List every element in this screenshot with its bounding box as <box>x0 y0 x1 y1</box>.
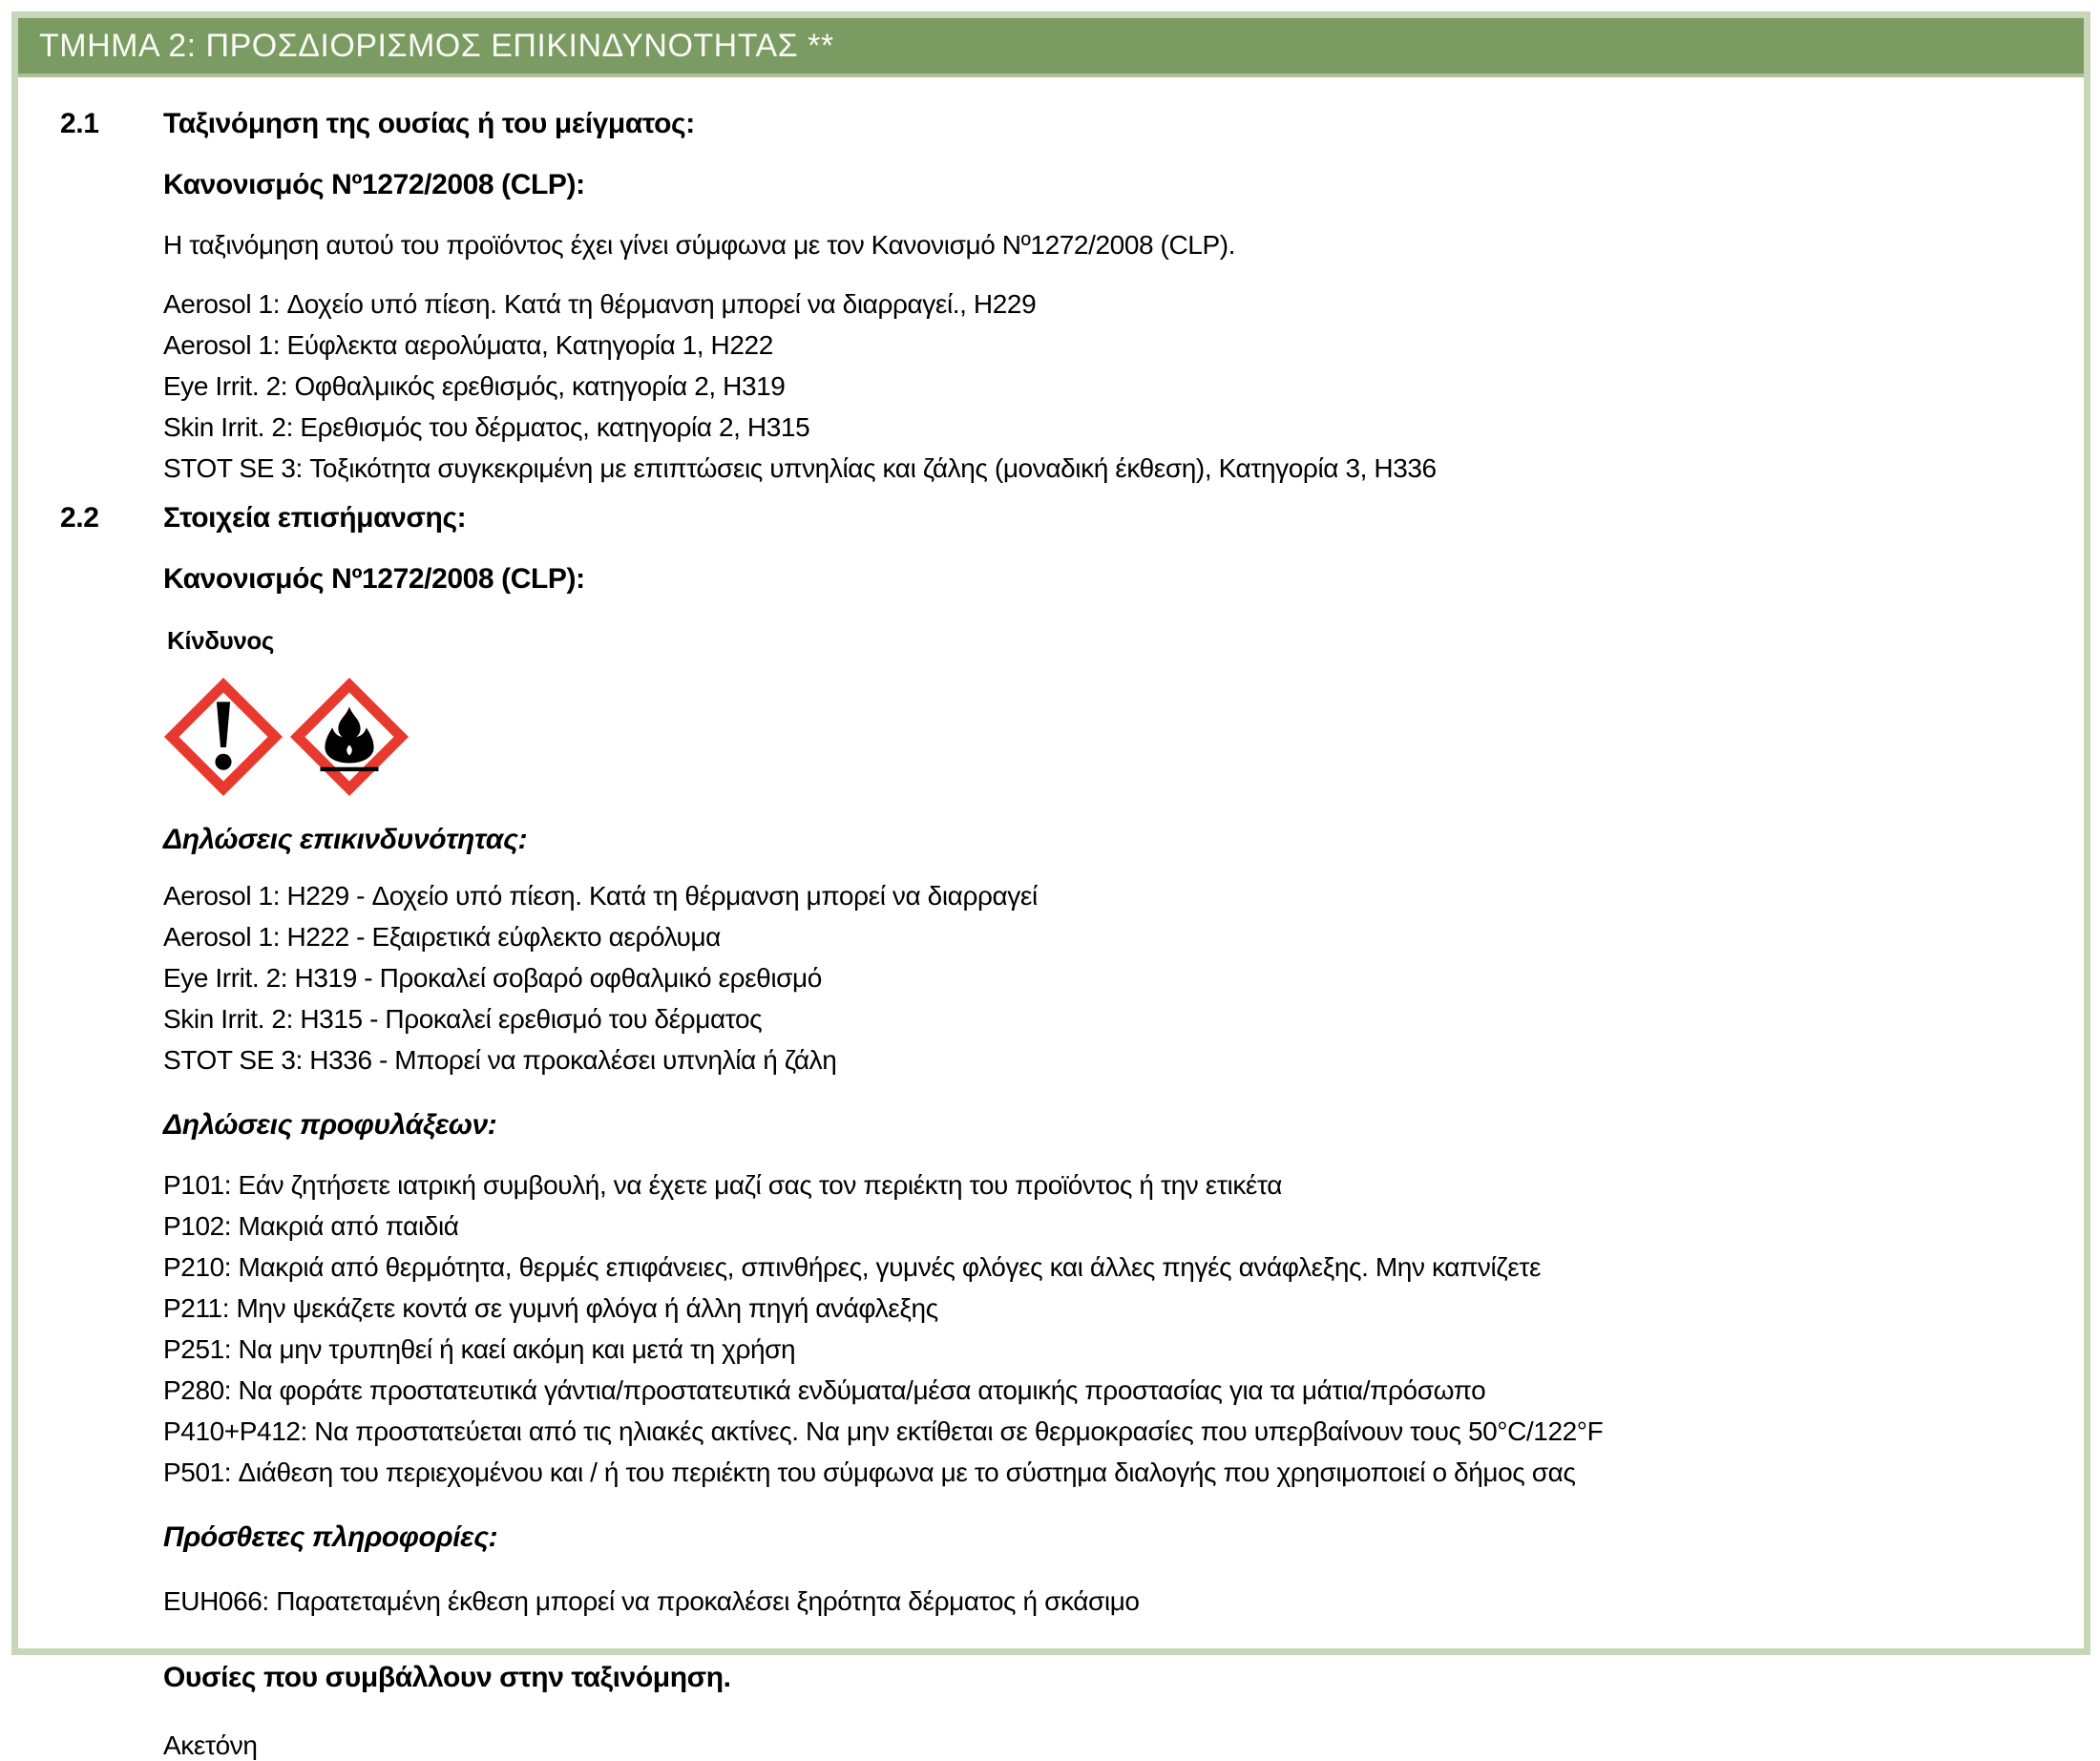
precautionary-statement-item: P410+P412: Να προστατεύεται από τις ηλιακές ακτίνες. Να μην εκτίθεται σε θερμοκρασίες που υπερβαίνουν τους 50°C/122°F <box>163 1416 1604 1446</box>
contributing-substances-list <box>163 1730 2046 1761</box>
hazard-statement-item: Eye Irrit. 2: H319 - Προκαλεί σοβαρό οφθαλμικό ερεθισμό <box>163 963 822 993</box>
regulation-heading: Κανονισμός Nº1272/2008 (CLP): <box>163 563 585 595</box>
hazard-statements-heading: Δηλώσεις επικινδυνότητας: <box>163 824 528 855</box>
classification-item: Eye Irrit. 2: Οφθαλμικός ερεθισμός, κατηγορία 2, H319 <box>163 371 786 401</box>
classification-list <box>163 283 2046 489</box>
hazard-statement-item: Aerosol 1: H229 - Δοχείο υπό πίεση. Κατά τη θέρμανση μπορεί να διαρραγεί <box>163 881 1038 911</box>
hazard-statements-list <box>163 875 2046 1080</box>
ghs-pictogram-row <box>165 679 2046 795</box>
subsection-number: 2.2 <box>60 502 99 534</box>
classification-item: Skin Irrit. 2: Ερεθισμός του δέρματος, κατηγορία 2, H315 <box>163 412 810 442</box>
precautionary-statement-item: P102: Μακριά από παιδιά <box>163 1211 459 1241</box>
ghs02-flame-icon <box>291 679 408 795</box>
hazard-statement-item: Aerosol 1: H222 - Εξαιρετικά εύφλεκτο αερόλυμα <box>163 922 721 952</box>
hazard-statement-item: STOT SE 3: H336 - Μπορεί να προκαλέσει υπνηλία ή ζάλη <box>163 1045 837 1075</box>
classification-item: Aerosol 1: Εύφλεκτα αερολύματα, Κατηγορία 1, H222 <box>163 330 773 360</box>
section-2-title: ΤΜΗΜΑ 2: ΠΡΟΣΔΙΟΡΙΣΜΟΣ ΕΠΙΚΙΝΔΥΝΟΤΗΤΑΣ ** <box>39 27 834 64</box>
classification-intro: Η ταξινόμηση αυτού του προϊόντος έχει γίνει σύμφωνα με τον Κανονισμό Nº1272/2008 (CLP). <box>163 230 1236 260</box>
regulation-heading: Κανονισμός Nº1272/2008 (CLP): <box>163 169 585 200</box>
additional-information-heading: Πρόσθετες πληροφορίες: <box>163 1521 498 1553</box>
signal-word: Κίνδυνος <box>167 626 275 655</box>
section-2-content <box>18 77 2084 1761</box>
subsection-2-2-body <box>60 563 2046 1761</box>
subsection-number: 2.1 <box>60 108 99 139</box>
subsection-title: Στοιχεία επισήμανσης: <box>163 502 467 534</box>
additional-information-item: EUH066: Παρατεταμένη έκθεση μπορεί να προκαλέσει ξηρότητα δέρματος ή σκάσιμο <box>163 1586 1140 1616</box>
precautionary-statement-item: P211: Μην ψεκάζετε κοντά σε γυμνή φλόγα ή άλλη πηγή ανάφλεξης <box>163 1293 938 1323</box>
subsection-title: Ταξινόμηση της ουσίας ή του μείγματος: <box>163 108 695 139</box>
subsection-2-2-heading <box>60 502 2046 535</box>
subsection-2-1-body <box>60 169 2046 489</box>
additional-information-list <box>163 1581 2046 1622</box>
section-2-header-bar <box>18 18 2084 77</box>
subsection-2-1-heading <box>60 108 2046 140</box>
precautionary-statement-item: P501: Διάθεση του περιεχομένου και / ή του περιέκτη του σύμφωνα με το σύστημα διαλογής που χρησιμοποιεί ο δήμος σας <box>163 1457 1576 1487</box>
classification-item: Aerosol 1: Δοχείο υπό πίεση. Κατά τη θέρμανση μπορεί να διαρραγεί., H229 <box>163 289 1037 319</box>
contributing-substances-heading: Ουσίες που συμβάλλουν στην ταξινόμηση. <box>163 1662 731 1693</box>
precautionary-statement-item: P210: Μακριά από θερμότητα, θερμές επιφάνειες, σπινθήρες, γυμνές φλόγες και άλλες πηγές ανάφλεξης. Μην καπνίζετε <box>163 1252 1542 1282</box>
ghs07-exclamation-mark-icon <box>165 679 282 795</box>
classification-item: STOT SE 3: Τοξικότητα συγκεκριμένη με επιπτώσεις υπνηλίας και ζάλης (μοναδική έκθεση), Κατηγορία 3, H336 <box>163 453 1437 483</box>
hazard-statement-item: Skin Irrit. 2: H315 - Προκαλεί ερεθισμό του δέρματος <box>163 1004 763 1034</box>
precautionary-statement-item: P251: Να μην τρυπηθεί ή καεί ακόμη και μετά τη χρήση <box>163 1334 796 1364</box>
precautionary-statements-list <box>163 1164 2046 1493</box>
sds-section-2-panel <box>11 11 2090 1760</box>
precautionary-statement-item: P280: Να φοράτε προστατευτικά γάντια/προστατευτικά ενδύματα/μέσα ατομικής προστασίας για τα μάτια/πρόσωπο <box>163 1375 1486 1405</box>
precautionary-statement-item: P101: Εάν ζητήσετε ιατρική συμβουλή, να έχετε μαζί σας τον περιέκτη του προϊόντος ή την ετικέτα <box>163 1170 1283 1200</box>
contributing-substance-item: Ακετόνη <box>163 1730 258 1760</box>
precautionary-statements-heading: Δηλώσεις προφυλάξεων: <box>163 1109 497 1141</box>
